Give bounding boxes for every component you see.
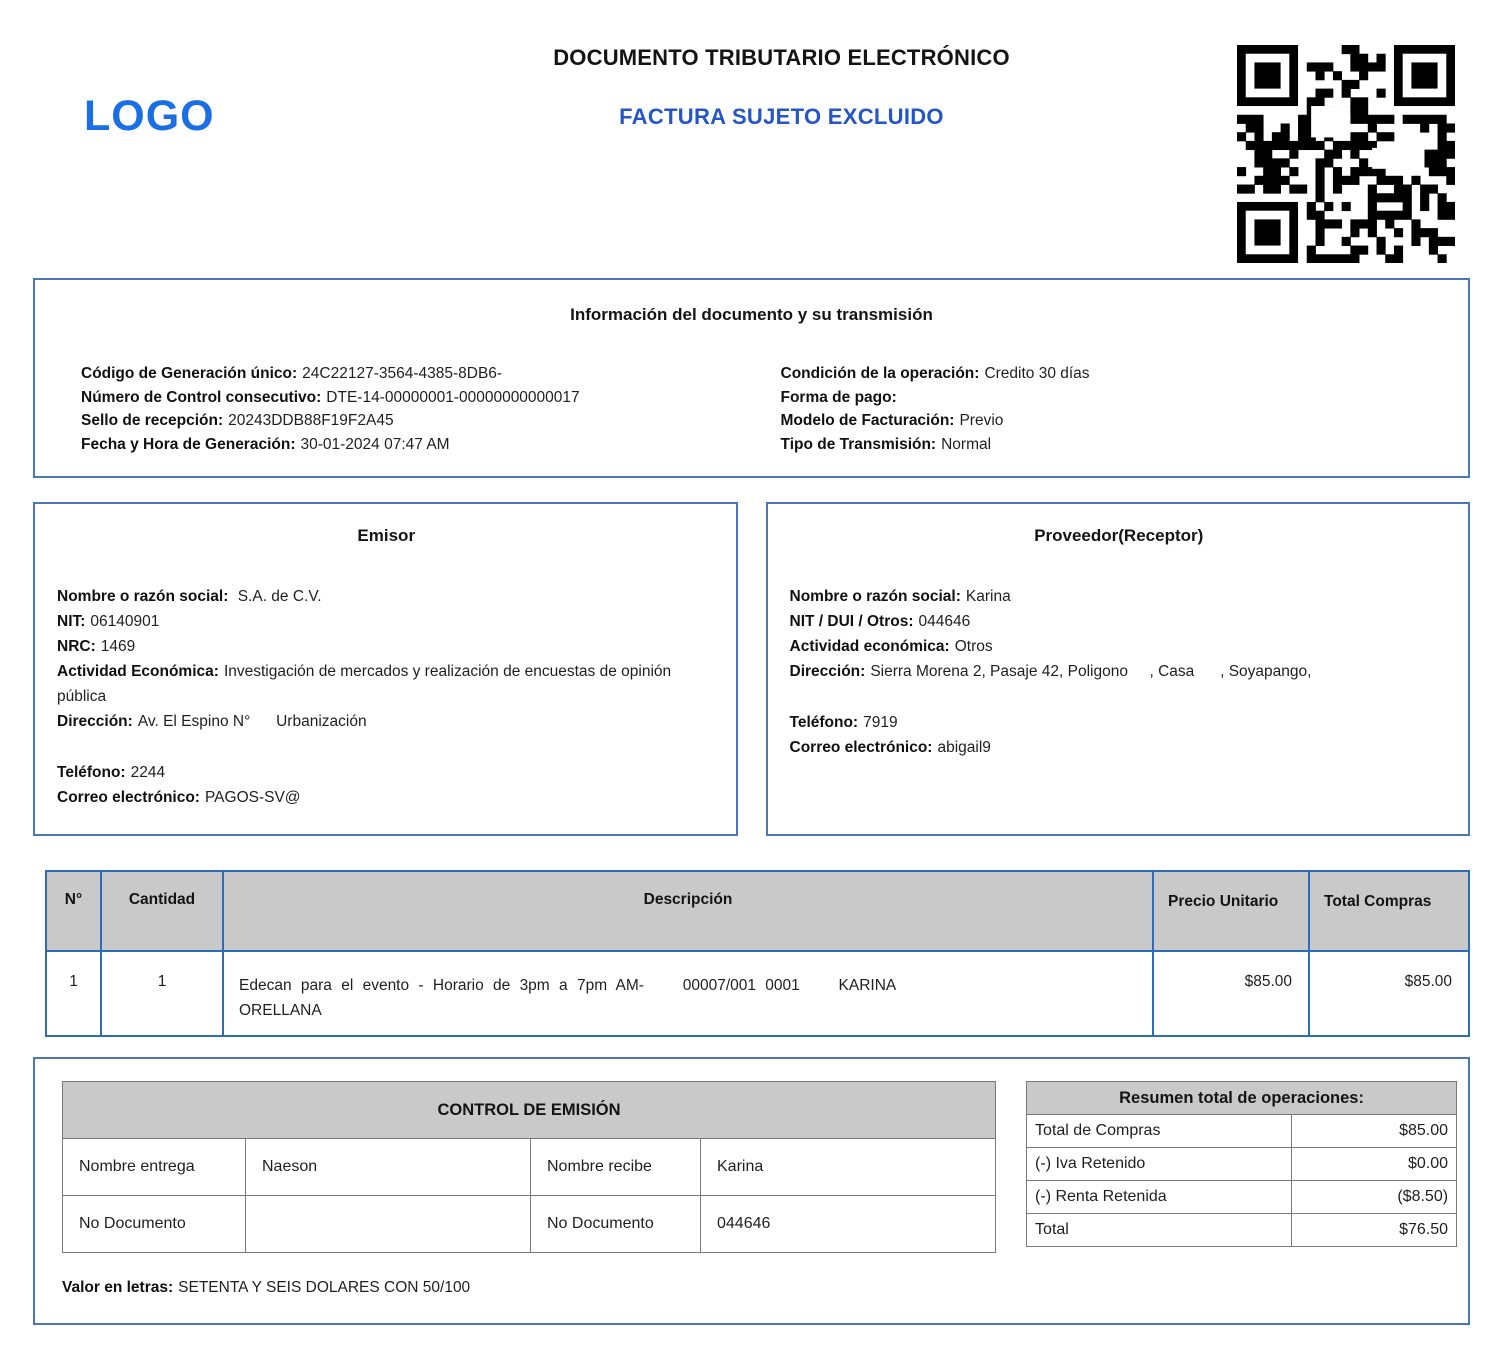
field-label: Dirección: (57, 713, 133, 730)
valor-en-letras (62, 1279, 1442, 1297)
field-value: abigail9 (937, 739, 991, 756)
field-label: Nombre o razón social: (57, 588, 229, 605)
field-label: Actividad Económica: (57, 663, 219, 680)
emisor-title: Emisor (357, 526, 416, 545)
resumen-title: Resumen total de operaciones: (1027, 1082, 1457, 1115)
column-header-qty: Cantidad (101, 871, 223, 951)
doc-info-left-column (59, 362, 775, 456)
items-table (45, 870, 1470, 1037)
control-value-entrega: Naeson (246, 1139, 531, 1196)
resumen-label: (-) Iva Retenido (1027, 1148, 1292, 1181)
field-receptor-phone (790, 710, 1449, 735)
control-label-entrega: Nombre entrega (63, 1139, 246, 1196)
field-value: PAGOS-SV@ (204, 789, 301, 806)
field-value: 044646 (918, 613, 971, 630)
field-value: 7919 (863, 714, 898, 731)
field-transmission-type (781, 433, 1445, 457)
resumen-label: (-) Renta Retenida (1027, 1181, 1292, 1214)
item-unit-price: $85.00 (1153, 951, 1309, 1036)
resumen-header-row (1027, 1082, 1457, 1115)
resumen-table (1026, 1081, 1457, 1247)
control-row-documents (63, 1196, 996, 1253)
column-header-unit-price: Precio Unitario (1153, 871, 1309, 951)
field-label: Nombre o razón social: (789, 588, 961, 605)
field-reception-seal (81, 409, 745, 433)
field-value: S.A. de C.V. (233, 588, 322, 605)
field-emisor-nit (57, 609, 716, 634)
field-label: Fecha y Hora de Generación: (81, 435, 296, 453)
control-value-recibe: Karina (701, 1139, 996, 1196)
items-table-header (46, 871, 1469, 951)
resumen-value: $85.00 (1292, 1115, 1457, 1148)
control-value-doc-entrega (246, 1196, 531, 1253)
document-subtitle: FACTURA SUJETO EXCLUIDO (619, 104, 944, 129)
item-qty: 1 (101, 951, 223, 1036)
document-title: DOCUMENTO TRIBUTARIO ELECTRÓNICO (553, 45, 1010, 70)
field-value: 30-01-2024 07:47 AM (300, 435, 450, 453)
field-value: Credito 30 días (984, 365, 1090, 382)
field-value: Normal (941, 435, 992, 453)
doc-info-title: Información del documento y su transmisión (570, 305, 933, 324)
item-num: 1 (46, 951, 101, 1036)
totals-section (33, 1057, 1470, 1325)
field-value: Investigación de mercados y realización de encuestas de opinión pública (57, 663, 676, 705)
field-label: Número de Control consecutivo: (81, 388, 322, 406)
field-emisor-phone (57, 760, 716, 785)
doc-info-right-column (775, 362, 1445, 456)
field-value: 1469 (100, 638, 136, 655)
field-emisor-name (57, 584, 716, 609)
field-label: Teléfono: (789, 714, 859, 731)
emisor-fields (57, 584, 716, 810)
totals-flex (62, 1081, 1449, 1253)
doc-info-section (33, 278, 1470, 478)
item-description-line2: ORELLANA (239, 1002, 322, 1019)
items-header-row (46, 871, 1469, 951)
valor-value: SETENTA Y SEIS DOLARES CON 50/100 (178, 1279, 471, 1296)
resumen-value: ($8.50) (1292, 1181, 1457, 1214)
field-value: 06140901 (90, 613, 160, 630)
field-label: Modelo de Facturación: (780, 412, 955, 429)
valor-label: Valor en letras: (62, 1279, 174, 1296)
field-generation-code (81, 362, 745, 386)
item-description (223, 951, 1153, 1036)
resumen-row-total (1027, 1214, 1457, 1247)
control-row-names (63, 1139, 996, 1196)
field-emisor-activity (57, 659, 716, 709)
field-label: NRC: (57, 638, 96, 655)
resumen-row-iva-retenido (1027, 1148, 1457, 1181)
field-label: Correo electrónico: (789, 739, 933, 756)
field-value: 20243DDB88F19F2A45 (228, 412, 394, 429)
field-control-number (81, 386, 745, 410)
item-description-line1: Edecan para el evento - Horario de 3pm a 7pm AM- 00007/001 0001 KARINA (239, 977, 897, 994)
resumen-row-total-compras (1027, 1115, 1457, 1148)
field-receptor-address (790, 659, 1449, 684)
field-value: Otros (954, 638, 993, 655)
field-value: Karina (965, 588, 1011, 605)
field-label: Forma de pago: (780, 388, 897, 406)
column-header-num: N° (46, 871, 101, 951)
field-generation-datetime (81, 433, 745, 457)
field-receptor-nit (790, 609, 1449, 634)
field-receptor-email (790, 735, 1449, 760)
receptor-fields (790, 584, 1449, 760)
field-emisor-address (57, 709, 716, 734)
emisor-section (33, 502, 738, 836)
control-title: CONTROL DE EMISIÓN (63, 1082, 996, 1139)
field-receptor-name (790, 584, 1449, 609)
field-value: 24C22127-3564-4385-8DB6- (302, 365, 503, 382)
receptor-title: Proveedor(Receptor) (1034, 526, 1204, 545)
resumen-label: Total de Compras (1027, 1115, 1292, 1148)
field-billing-model (781, 409, 1445, 433)
column-header-total: Total Compras (1309, 871, 1469, 951)
field-value: 2244 (130, 764, 166, 781)
field-label: Código de Generación único: (81, 365, 298, 382)
document-header (0, 0, 1503, 278)
field-emisor-email (57, 785, 716, 810)
receptor-section (766, 502, 1471, 836)
field-label: Dirección: (789, 663, 866, 680)
field-operation-condition (781, 362, 1445, 386)
field-label: Teléfono: (57, 764, 126, 781)
control-header-row (63, 1082, 996, 1139)
company-logo: LOGO (84, 92, 215, 140)
resumen-row-renta-retenida (1027, 1181, 1457, 1214)
resumen-value: $76.50 (1292, 1214, 1457, 1247)
item-total: $85.00 (1309, 951, 1469, 1036)
item-row (46, 951, 1469, 1036)
parties-row (33, 502, 1470, 836)
field-label: Condición de la operación: (780, 365, 980, 382)
field-value: DTE-14-00000001-00000000000017 (326, 388, 580, 406)
field-label: NIT / DUI / Otros: (789, 613, 914, 630)
field-emisor-nrc (57, 634, 716, 659)
resumen-value: $0.00 (1292, 1148, 1457, 1181)
qr-code-icon (1237, 45, 1455, 263)
field-payment-form (781, 386, 1445, 410)
control-label-recibe: Nombre recibe (531, 1139, 701, 1196)
control-label-doc-entrega: No Documento (63, 1196, 246, 1253)
field-receptor-activity (790, 634, 1449, 659)
field-value: Sierra Morena 2, Pasaje 42, Poligono , Casa , Soyapango, (870, 663, 1312, 680)
control-emision-table (62, 1081, 996, 1253)
field-label: Sello de recepción: (81, 412, 224, 429)
field-label: Actividad económica: (789, 638, 950, 655)
field-value: Previo (959, 412, 1004, 429)
control-value-doc-recibe: 044646 (701, 1196, 996, 1253)
control-label-doc-recibe: No Documento (531, 1196, 701, 1253)
field-label: NIT: (57, 613, 86, 630)
resumen-label: Total (1027, 1214, 1292, 1247)
field-value: Av. El Espino N° Urbanización (137, 713, 367, 730)
field-label: Tipo de Transmisión: (780, 435, 937, 453)
column-header-desc: Descripción (223, 871, 1153, 951)
doc-info-columns (59, 362, 1444, 456)
field-label: Correo electrónico: (57, 789, 200, 806)
